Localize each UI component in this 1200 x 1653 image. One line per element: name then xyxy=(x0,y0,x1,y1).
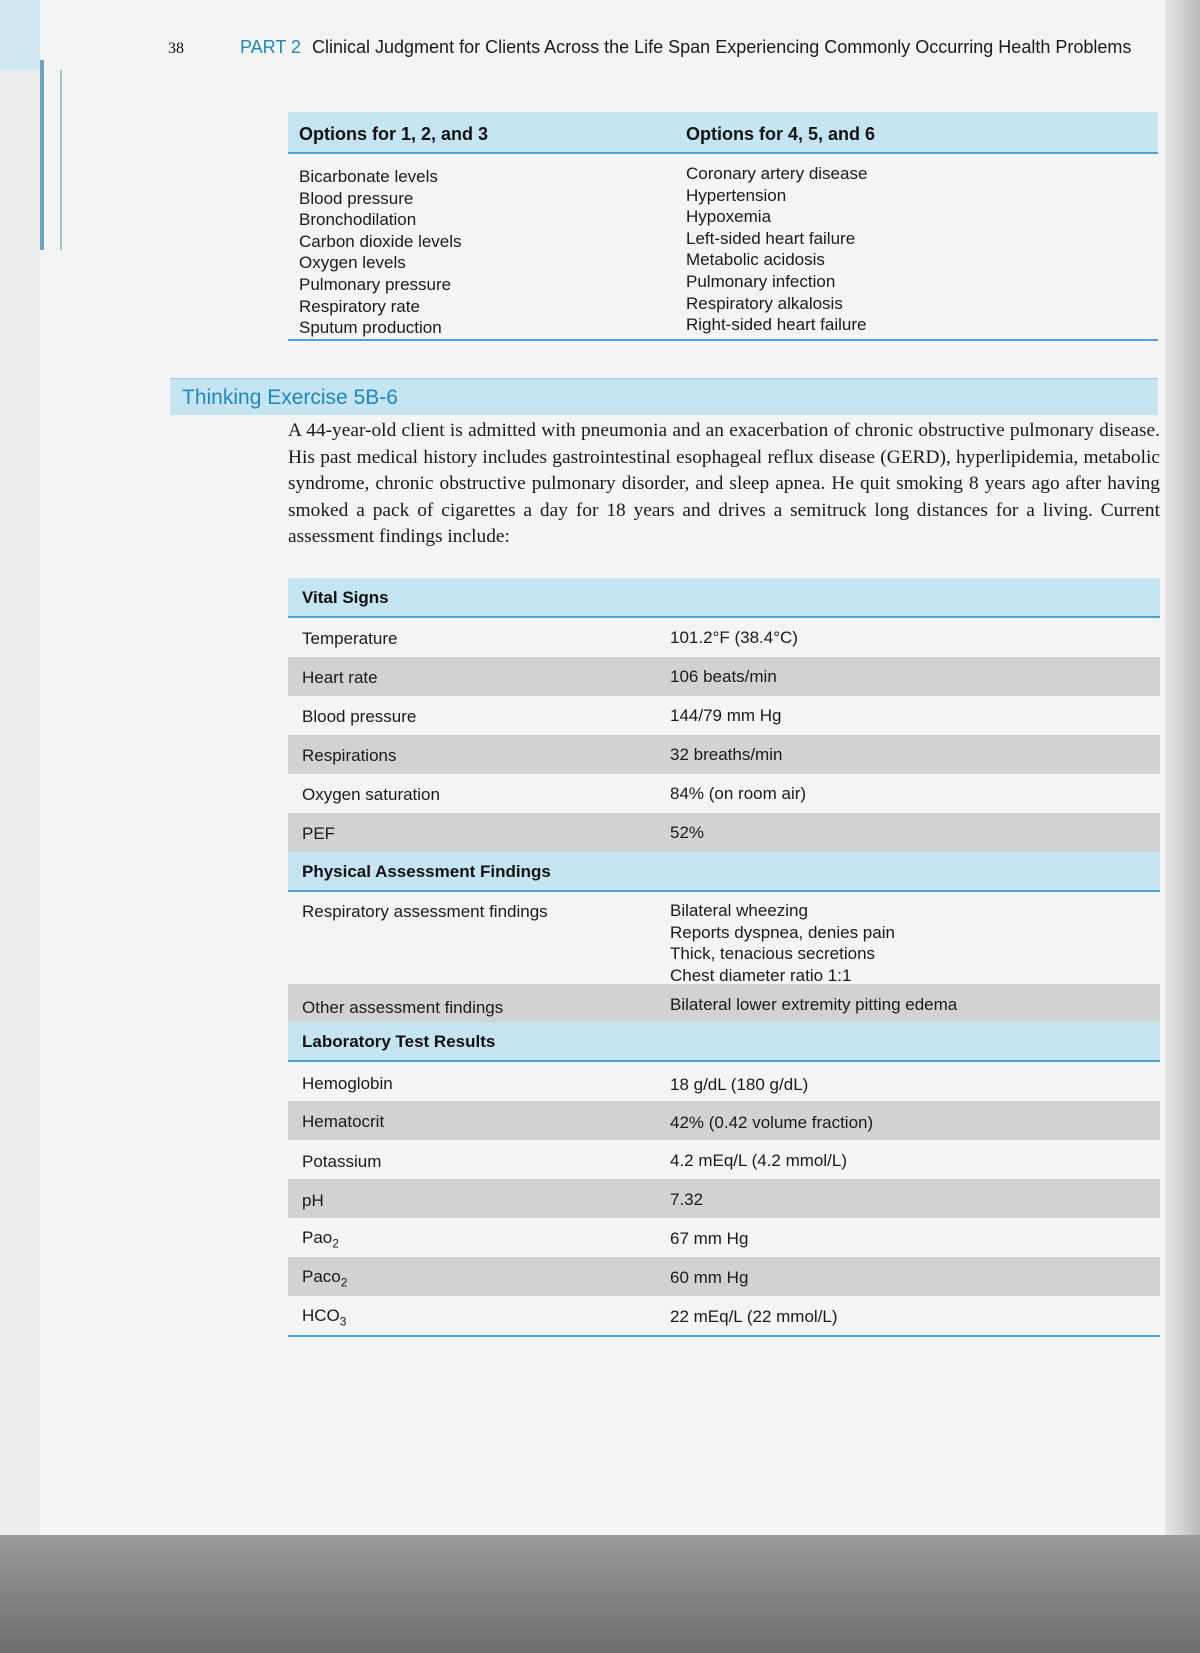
row-label: Heart rate xyxy=(302,668,378,687)
row-value: 60 mm Hg xyxy=(670,1268,749,1287)
row-label xyxy=(302,1228,339,1250)
row-value: 52% xyxy=(670,823,705,842)
page-spine-mark-secondary xyxy=(60,70,62,250)
row-value: 144/79 mm Hg xyxy=(670,706,782,725)
page-number: 38 xyxy=(168,40,184,57)
options-col2-list xyxy=(686,163,867,336)
lab-results-title: Laboratory Test Results xyxy=(302,1032,496,1051)
page-spine-mark xyxy=(40,60,44,250)
respiratory-finding: Reports dyspnea, denies pain xyxy=(670,922,895,942)
row-label: pH xyxy=(302,1191,324,1210)
row-value: 67 mm Hg xyxy=(670,1229,749,1248)
lab-name: Pao xyxy=(302,1228,333,1247)
option-item: Hypoxemia xyxy=(686,207,772,227)
option-item: Sputum production xyxy=(299,318,442,338)
row-label: Temperature xyxy=(302,629,398,648)
table-row xyxy=(288,696,1160,735)
row-label: Other assessment findings xyxy=(302,998,504,1017)
physical-assessment-title: Physical Assessment Findings xyxy=(302,862,551,881)
table-row xyxy=(288,813,1160,852)
options-table-header xyxy=(288,112,1158,154)
table-row xyxy=(288,1101,1160,1140)
respiratory-finding: Thick, tenacious secretions xyxy=(670,944,876,963)
option-item: Bronchodilation xyxy=(299,210,417,230)
row-value: 42% (0.42 volume fraction) xyxy=(670,1113,874,1132)
assessment-findings-table xyxy=(288,578,1160,1337)
row-label: Respiratory assessment findings xyxy=(302,902,548,921)
option-item: Respiratory alkalosis xyxy=(686,293,843,313)
option-item: Coronary artery disease xyxy=(686,164,868,183)
lab-subscript: 2 xyxy=(332,1236,339,1251)
row-label: Blood pressure xyxy=(302,707,417,726)
lab-subscript: 2 xyxy=(340,1275,348,1290)
option-item: Bicarbonate levels xyxy=(299,167,438,186)
lab-name: HCO xyxy=(302,1306,340,1325)
physical-assessment-header xyxy=(288,852,1160,892)
row-label: Respirations xyxy=(302,746,397,765)
table-row xyxy=(288,1218,1160,1257)
row-label xyxy=(302,1267,347,1289)
table-row xyxy=(288,984,1160,1022)
table-row xyxy=(288,735,1160,774)
option-item: Carbon dioxide levels xyxy=(299,231,462,251)
option-item: Hypertension xyxy=(686,185,787,205)
row-label xyxy=(302,1306,346,1328)
part-label: PART 2 xyxy=(240,37,302,57)
row-value: 18 g/dL (180 g/dL) xyxy=(670,1075,809,1094)
row-label: Hemoglobin xyxy=(302,1074,393,1093)
table-row xyxy=(288,1296,1160,1337)
options-table xyxy=(288,112,1158,341)
row-label: Oxygen saturation xyxy=(302,785,440,804)
row-value: 84% (on room air) xyxy=(670,784,807,803)
row-value: Bilateral lower extremity pitting edema xyxy=(670,995,958,1014)
option-item: Pulmonary infection xyxy=(686,271,836,291)
option-item: Metabolic acidosis xyxy=(686,250,825,270)
lab-subscript: 3 xyxy=(339,1314,347,1329)
respiratory-finding: Chest diameter ratio 1:1 xyxy=(670,965,852,985)
respiratory-finding: Bilateral wheezing xyxy=(670,901,808,920)
table-row xyxy=(288,657,1160,696)
table-row xyxy=(288,774,1160,813)
row-label: Hematocrit xyxy=(302,1112,385,1131)
header-title: Clinical Judgment for Clients Across the Life Span Experiencing Commonly Occurring Health Problems xyxy=(312,37,1132,57)
option-item: Left-sided heart failure xyxy=(686,228,856,248)
row-value: 4.2 mEq/L (4.2 mmol/L) xyxy=(670,1151,847,1170)
page-edge-shadow xyxy=(1165,0,1200,1653)
option-item: Oxygen levels xyxy=(299,253,406,273)
lab-name: Paco xyxy=(302,1267,341,1286)
options-col1-list xyxy=(299,166,462,339)
option-item: Blood pressure xyxy=(299,188,414,208)
options-col2-header: Options for 4, 5, and 6 xyxy=(686,124,876,144)
option-item: Right-sided heart failure xyxy=(686,315,867,335)
exercise-paragraph: A 44-year-old client is admitted with pneumonia and an exacerbation of chronic obstructive pulmonary disease. His past medical history includes gastrointestinal esophageal reflux disease (GERD), hyperlipidemia, metabolic syndrome, chronic obstructive pulmonary disorder, and sleep apnea. He quit smoking 8 years ago after having smoked a pack of cigarettes a day for 18 years and drives a semitruck long distances for a living. Current assessment findings include: xyxy=(288,420,1160,547)
row-value: 106 beats/min xyxy=(670,667,777,686)
row-value: 32 breaths/min xyxy=(670,745,783,764)
row-value xyxy=(670,900,895,986)
table-row xyxy=(288,1257,1160,1296)
options-table-body xyxy=(288,154,1158,341)
row-value: 7.32 xyxy=(670,1190,704,1209)
table-row xyxy=(288,618,1160,657)
option-item: Pulmonary pressure xyxy=(299,274,452,294)
table-row xyxy=(288,1140,1160,1179)
lab-results-header xyxy=(288,1022,1160,1062)
exercise-section-header xyxy=(170,378,1158,415)
running-header xyxy=(0,32,1150,62)
table-row xyxy=(288,892,1160,984)
vital-signs-header xyxy=(288,578,1160,618)
table-row xyxy=(288,1179,1160,1218)
scan-bottom-shadow xyxy=(0,1535,1200,1653)
option-item: Respiratory rate xyxy=(299,296,420,316)
options-col1-header: Options for 1, 2, and 3 xyxy=(299,124,489,144)
row-value: 22 mEq/L (22 mmol/L) xyxy=(670,1307,838,1326)
table-row xyxy=(288,1062,1160,1101)
vital-signs-title: Vital Signs xyxy=(302,588,389,607)
row-value: 101.2°F (38.4°C) xyxy=(670,628,798,647)
row-label: Potassium xyxy=(302,1152,382,1171)
row-label: PEF xyxy=(302,824,336,843)
exercise-title: Thinking Exercise 5B-6 xyxy=(182,386,398,409)
